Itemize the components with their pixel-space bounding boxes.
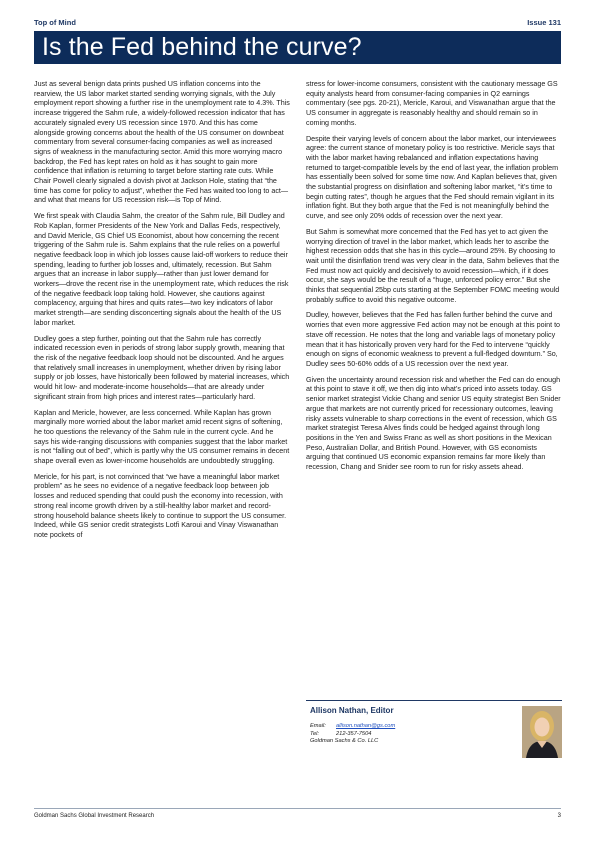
editor-email-link[interactable]: allison.nathan@gs.com bbox=[336, 723, 396, 729]
paragraph: Given the uncertainty around recession risk and whether the Fed can do enough at this point to stave it off, we then dig into what’s priced into assets today. GS senior market strategist Vickie Chang and senior US equity strategist Ben Snider argue that markets are not currently priced for recessionary outcomes, leaving risky assets vulnerable to sharp corrections in the event of recession, which GS market strategist Teresa Alves finds could be hedged against through long positions in the Yen and Swiss Franc as well as short positions in the Mexican Peso, Australian Dollar, and British Pound. However, with GS economists arguing that continued US economic expansion remains far more likely than recession, Chang and Snider see room to run for risky assets ahead. bbox=[306, 375, 561, 472]
title-banner bbox=[34, 31, 561, 64]
editor-contact bbox=[310, 723, 395, 746]
paragraph: But Sahm is somewhat more concerned that the Fed has yet to act given the worrying direction of travel in the labor market, which leads her to ascribe the highest recession odds that she has in this cycle—around 25%. By choosing to wait until the disinflation trend was very clear in the data, Sahm believes that the Fed must now act quickly and decisively to avoid recession—which, if it does occur, she says would be the result of a “huge, unforced policy error.” But she thinks that sequential 25bp cuts starting at the September FOMC meeting would probably suffice to avoid this negative outcome. bbox=[306, 227, 560, 304]
editor-phone: 212-357-7504 bbox=[336, 730, 372, 737]
tel-label: Tel: bbox=[310, 730, 319, 737]
left-column bbox=[34, 80, 290, 547]
section-label: Top of Mind bbox=[34, 18, 76, 27]
footer-source: Goldman Sachs Global Investment Research bbox=[34, 813, 155, 819]
paragraph: Dudley, however, believes that the Fed has fallen further behind the curve and worries that even more aggressive Fed action may not be enough at this point to stave off recession. He notes that the long and variable lags of monetary policy mean that it has historically proven very hard for the Fed to intervene “quickly enough on signs of economic weakness to prevent a full-fledged downturn.” So, Dudley sees 50-60% odds of a US recession over the next year. bbox=[306, 311, 561, 368]
paragraph: Dudley goes a step further, pointing out that the Sahm rule has correctly indicated recession even in periods of strong labor supply growth, meaning that the risk of the negative feedback loop should not be discounted. And he argues that relatively small increases in unemployment, whether driven by rising labor supply or job losses, have historically been followed by material increases, which would hit low- and moderate-income households—that are already under significant strain from high prices and interest rates—particularly hard. bbox=[34, 334, 290, 401]
right-column bbox=[306, 80, 562, 479]
paragraph: Kaplan and Mericle, however, are less concerned. While Kaplan has grown marginally more worried about the labor market amid recent signs of softening, he too questions the relevancy of the Sahm rule in the current cycle. And he says his wide-ranging discussions with companies suggest that the labor market is not “falling out of bed”, which is partly why the US consumer remains in decent shape overall even as lower-income households are undoubtedly struggling. bbox=[34, 408, 290, 466]
issue-label: Issue 131 bbox=[527, 18, 561, 27]
paragraph: Mericle, for his part, is not convinced that “we have a meaningful labor market problem” as he sees no evidence of a negative feedback loop between job losses and reduced spending that could push the economy into recession, with strong real income growth driven by a still-healthy labor market and record-strong household balance sheets likely to continue to support the US consumer. Indeed, while GS senior credit strategists Lotfi Karoui and Vinay Viswanathan note pockets of bbox=[34, 472, 287, 539]
page-title: Is the Fed behind the curve? bbox=[42, 33, 362, 61]
paragraph: Despite their varying levels of concern about the labor market, our interviewees agree: the current stance of monetary policy is too restrictive. Mericle says that with the labor market having rebalanced and inflation expectations having returned to target-compatible levels by the end of last year, the inflation problem has essentially been solved for some time now. And Kaplan believes that, given the substantial progress on disinflation and softening labor market, “it’s time to begin cutting rates”, though he argues that the Fed should remain vigilant in its inflation fight. But they both argue that the Fed is not meaningfully behind the curve, and see only 20% odds of recession over the next year. bbox=[306, 134, 559, 221]
editor-name: Allison Nathan, Editor bbox=[310, 706, 394, 715]
page-number: 3 bbox=[557, 813, 561, 819]
editor-firm: Goldman Sachs & Co. LLC bbox=[310, 738, 379, 744]
paragraph: We first speak with Claudia Sahm, the creator of the Sahm rule, Bill Dudley and Rob Kaplan, former Presidents of the New York and Dallas Feds, respectively, and David Mericle, GS Chief US Economist, about how concerning the recent triggering of the Sahm rule is. Sahm explains that the rule relies on a powerful negative feedback loop in which job losses cause laid-off workers to reduce their spending, leading to further job losses and, ultimately, recession. But Sahm argues that an increase in labor supply—rather than just lower demand for workers—drove the recent rise in the unemployment rate, which reduces the risk of the negative feedback loop taking hold. However, she cautions against complacency, arguing that hires and quits rates—two key indicators of labor market strength—are sending disconcerting signals about the health of the US labor market. bbox=[34, 212, 289, 327]
editor-photo bbox=[522, 706, 562, 758]
paragraph: stress for lower-income consumers, consistent with the cautionary message GS equity analysts heard from consumer-facing companies in Q2 earnings commentary (see pgs. 20-21), Mericle, Karoui, and Viswanathan argue that the US consumer in aggregate is reasonably healthy and should remain so in coming months. bbox=[306, 80, 558, 127]
page-footer bbox=[34, 808, 561, 821]
paragraph: Just as several benign data prints pushed US inflation concerns into the rearview, the US labor market started sending worrying signals, with the July employment report showing a further rise in the unemployment rate to 4.3%. This increase triggered the Sahm rule, a widely-followed recession indicator that has accurately signaled every US recession since 1970. And this has come alongside growing concerns about the health of the US consumer on downbeat commentary from several consumer-facing companies as well as increased signs of weakness in the manufacturing sector. Amid this more worrying macro backdrop, the Fed has kept rates on hold as it has sought to gain more confidence that inflation is returning to target before starting rate cuts. While Chair Powell clearly signaled a dovish pivot at Jackson Hole, stating that “the time has come for policy to adjust”, whether the Fed has waited too long to act—and what that means for US recession risk—is Top of Mind. bbox=[34, 80, 290, 205]
email-label: Email: bbox=[310, 723, 326, 729]
portrait-image bbox=[522, 706, 562, 758]
page-header bbox=[34, 18, 561, 29]
